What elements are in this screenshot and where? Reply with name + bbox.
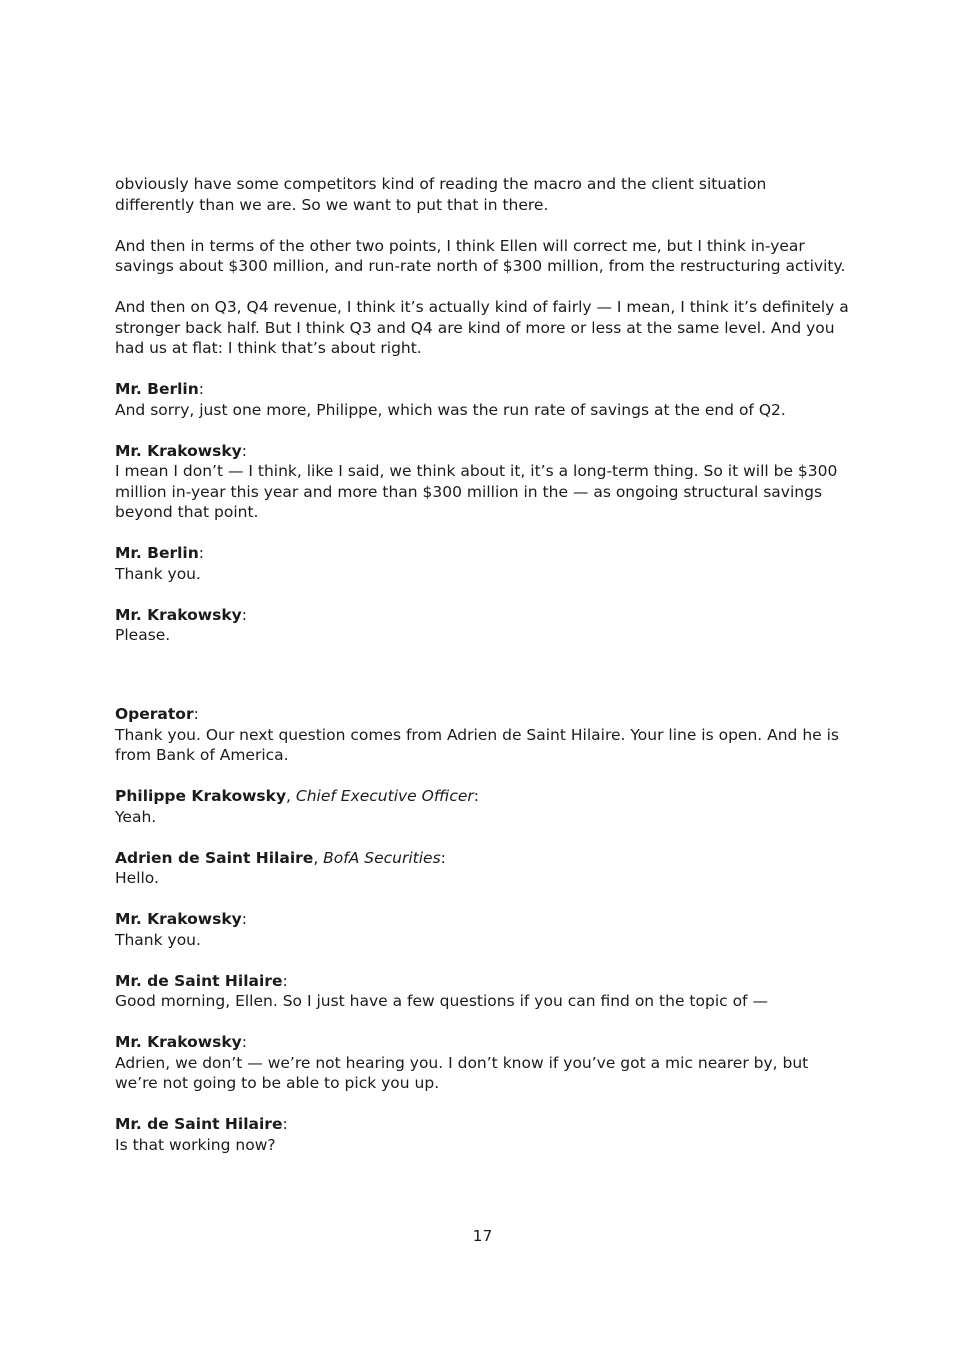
speech-block [115, 848, 849, 889]
speaker-label [115, 1032, 849, 1053]
speaker-name: Mr. Krakowsky [115, 1033, 242, 1051]
speaker-name: Mr. Krakowsky [115, 605, 242, 624]
speech-text: Thank you. [115, 564, 201, 583]
speech-block [115, 971, 849, 1012]
speaker-name: Mr. de Saint Hilaire [115, 1115, 283, 1133]
speech-text: I mean I don’t — I think, like I said, we think about it, it’s a long-term thing. So it will be $300 million in-year this year and more than $300 million in the — as ongoing structural savings beyond that point. [115, 462, 838, 521]
speech-text: Is that working now? [115, 1135, 276, 1154]
speaker-punctuation: : [282, 971, 288, 990]
speaker-punctuation: : [241, 605, 247, 624]
speaker-punctuation: : [198, 380, 205, 398]
speaker-punctuation: , [313, 848, 324, 867]
speaker-name: Mr. Krakowsky [115, 910, 242, 928]
transcript-paragraph [115, 297, 849, 359]
speech-text: Adrien, we don’t — we’re not hearing you. I don’t know if you’ve got a mic nearer by, but we’re not going to be able to pick you up. [115, 1053, 809, 1092]
speech-text: obviously have some competitors kind of reading the macro and the client situation differently than we are. So we want to put that in there. [115, 175, 767, 214]
speaker-label [115, 848, 849, 869]
speech-text: Thank you. [115, 930, 201, 949]
transcript-paragraph [115, 236, 849, 277]
speaker-name: Philippe Krakowsky [115, 787, 287, 805]
speech-text: Hello. [115, 869, 159, 887]
speaker-label [115, 605, 849, 626]
speaker-punctuation: : [282, 1115, 288, 1133]
speaker-punctuation: , [286, 787, 296, 805]
speech-block [115, 543, 849, 584]
speech-text: And then on Q3, Q4 revenue, I think it’s actually kind of fairly — I mean, I think it’s definitely a stronger back half. But I think Q3 and Q4 are kind of more or less at the same level. And you had us at flat: I think that’s about right. [115, 298, 849, 357]
speaker-name: Mr. Berlin [115, 544, 199, 562]
speaker-punctuation: : [241, 910, 247, 928]
speaker-label [115, 543, 849, 564]
speech-text: Yeah. [115, 807, 157, 826]
speech-block [115, 1114, 849, 1155]
speech-text: And sorry, just one more, Philippe, which was the run rate of savings at the end of Q2. [115, 400, 786, 419]
speaker-title: BofA Securities [323, 848, 441, 867]
speaker-name: Mr. de Saint Hilaire [115, 971, 283, 990]
speech-block [115, 786, 849, 827]
speaker-name: Adrien de Saint Hilaire [115, 848, 314, 867]
page-number: 17 [472, 1227, 493, 1245]
speaker-label [115, 971, 849, 992]
transcript-content [115, 174, 849, 1176]
speech-block [115, 1032, 849, 1094]
speaker-label [115, 786, 849, 807]
speech-block [115, 605, 849, 646]
speaker-punctuation: : [241, 1033, 247, 1051]
transcript-paragraph [115, 174, 849, 215]
speaker-label [115, 704, 849, 725]
speech-block [115, 909, 849, 950]
speaker-name: Mr. Berlin [115, 380, 199, 398]
speaker-punctuation: : [440, 848, 446, 867]
speaker-label [115, 909, 849, 930]
speech-text: Good morning, Ellen. So I just have a few questions if you can find on the topic of — [115, 992, 768, 1010]
speaker-punctuation: : [241, 441, 247, 460]
speech-block [115, 704, 849, 766]
speaker-name: Operator [115, 705, 194, 723]
speaker-punctuation: : [198, 544, 205, 562]
speaker-title: Chief Executive Officer [295, 787, 474, 805]
speaker-name: Mr. Krakowsky [115, 441, 242, 460]
speaker-label [115, 441, 849, 462]
speaker-punctuation: : [193, 705, 199, 723]
speech-text: And then in terms of the other two points, I think Ellen will correct me, but I think in-year savings about $300 million, and run-rate north of $300 million, from the restructuring activity. [115, 236, 846, 275]
speaker-punctuation: : [473, 787, 480, 805]
speaker-label [115, 379, 849, 400]
speech-text: Please. [115, 626, 171, 644]
speech-block [115, 379, 849, 420]
speaker-label [115, 1114, 849, 1135]
speech-text: Thank you. Our next question comes from Adrien de Saint Hilaire. Your line is open. And he is from Bank of America. [115, 725, 839, 764]
speech-block [115, 441, 849, 523]
